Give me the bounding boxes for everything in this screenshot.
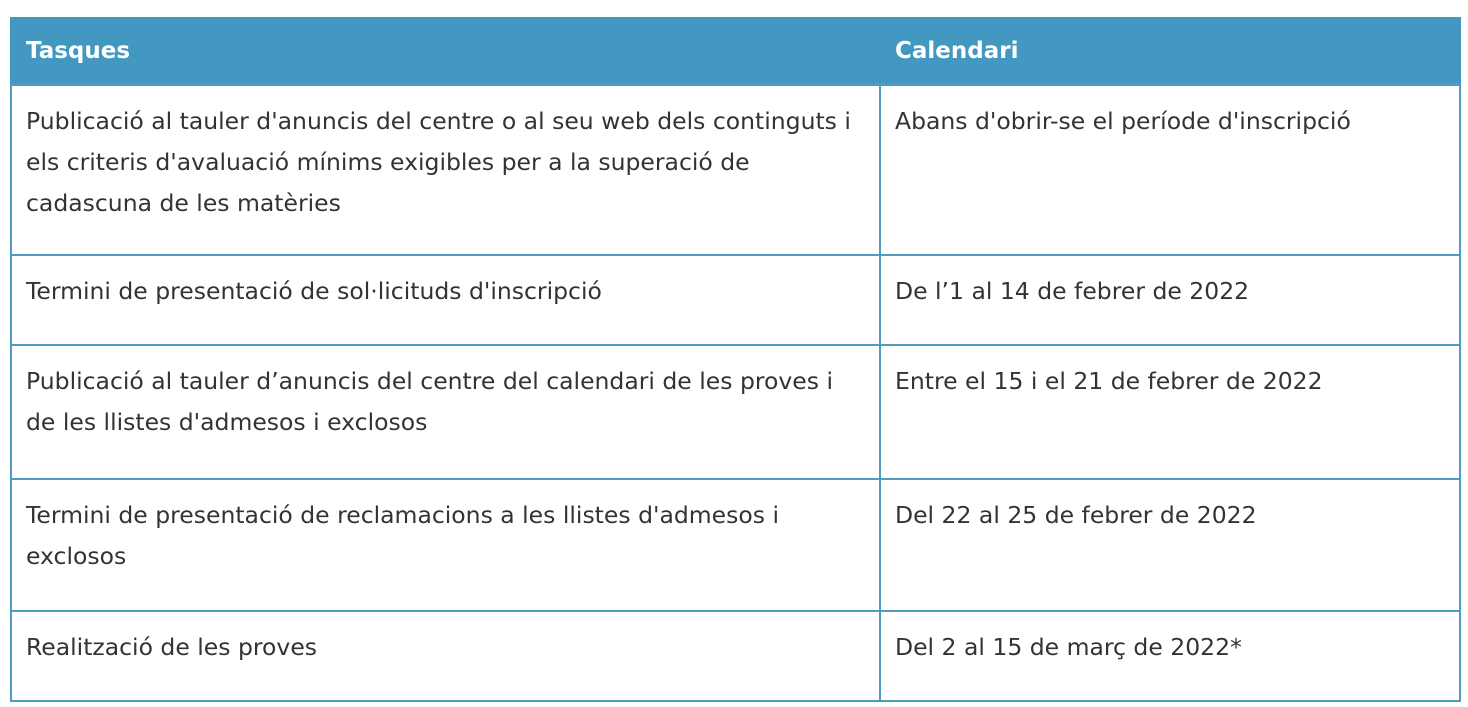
column-header-tasks: Tasques bbox=[11, 18, 880, 85]
schedule-table bbox=[10, 17, 1461, 702]
date-cell: De l’1 al 14 de febrer de 2022 bbox=[880, 255, 1460, 345]
date-cell: Del 2 al 15 de març de 2022* bbox=[880, 611, 1460, 701]
table-row bbox=[11, 85, 1460, 256]
task-cell: Publicació al tauler d’anuncis del centre del calendari de les proves i de les llistes d'admesos i exclosos bbox=[11, 345, 880, 479]
task-cell: Termini de presentació de reclamacions a les llistes d'admesos i exclosos bbox=[11, 479, 880, 611]
date-cell: Del 22 al 25 de febrer de 2022 bbox=[880, 479, 1460, 611]
task-cell: Publicació al tauler d'anuncis del centre o al seu web dels continguts i els criteris d'avaluació mínims exigibles per a la superació de cadascuna de les matèries bbox=[11, 85, 880, 256]
table-row bbox=[11, 255, 1460, 345]
task-cell: Realització de les proves bbox=[11, 611, 880, 701]
table-row bbox=[11, 611, 1460, 701]
schedule-table-container bbox=[10, 17, 1459, 702]
date-cell: Entre el 15 i el 21 de febrer de 2022 bbox=[880, 345, 1460, 479]
table-row bbox=[11, 345, 1460, 479]
task-cell: Termini de presentació de sol·licituds d'inscripció bbox=[11, 255, 880, 345]
table-header-row bbox=[11, 18, 1460, 85]
table-row bbox=[11, 479, 1460, 611]
date-cell: Abans d'obrir-se el període d'inscripció bbox=[880, 85, 1460, 256]
column-header-calendar: Calendari bbox=[880, 18, 1460, 85]
